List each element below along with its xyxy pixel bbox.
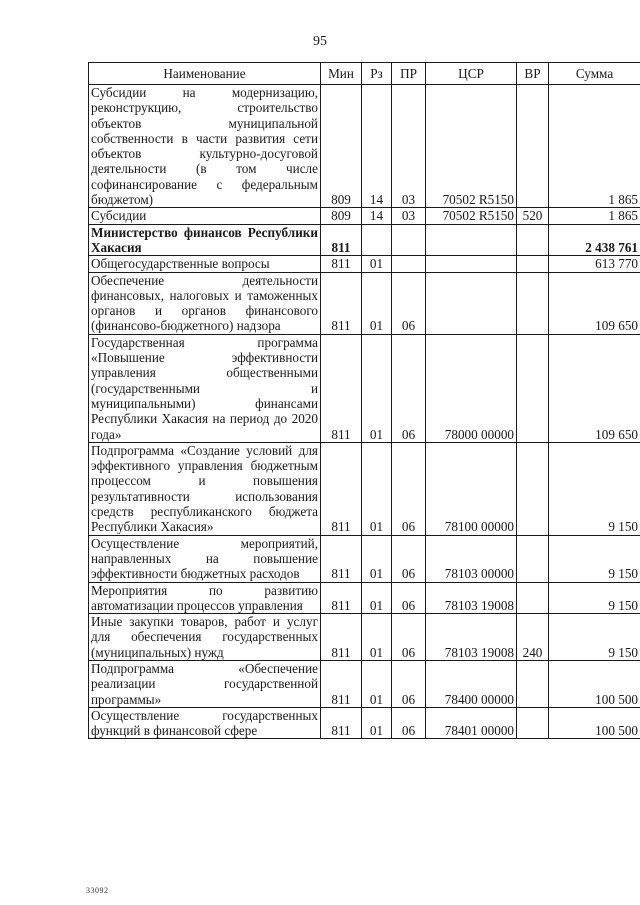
- cell-pr: 06: [392, 707, 426, 739]
- budget-table: [88, 62, 640, 739]
- cell-min: 809: [321, 85, 362, 208]
- cell-pr: 06: [392, 442, 426, 535]
- cell-min: 811: [321, 535, 362, 582]
- cell-pr: [392, 224, 426, 256]
- cell-rz: 01: [362, 660, 392, 707]
- cell-sum: 9 150: [549, 535, 640, 582]
- table-row: [89, 208, 640, 224]
- cell-sum: 100 500: [549, 660, 640, 707]
- cell-sum: 109 650: [549, 272, 640, 334]
- cell-rz: 01: [362, 614, 392, 661]
- cell-min: 811: [321, 442, 362, 535]
- cell-vr: [517, 442, 549, 535]
- cell-rz: 14: [362, 85, 392, 208]
- cell-sum: 100 500: [549, 707, 640, 739]
- cell-rz: 01: [362, 256, 392, 272]
- cell-name: Субсидии на модернизацию, реконструкцию, строительство объектов муниципальной собственности в части развития сети объектов культурно-досуговой деятельности (в том числе софинансирование с федеральным бюджетом): [89, 85, 321, 208]
- cell-vr: [517, 660, 549, 707]
- cell-vr: [517, 256, 549, 272]
- cell-sum: 1 865: [549, 85, 640, 208]
- cell-name: Государственная программа «Повышение эффективности управления общественными (государственными и муниципальными) финансами Республики Хакасия на период до 2020 года»: [89, 334, 321, 442]
- cell-rz: [362, 224, 392, 256]
- cell-pr: 06: [392, 334, 426, 442]
- cell-min: 811: [321, 256, 362, 272]
- cell-min: 811: [321, 224, 362, 256]
- cell-csr: 78103 19008: [426, 614, 517, 661]
- cell-min: 811: [321, 334, 362, 442]
- table-row: [89, 224, 640, 256]
- header-rz: Рз: [362, 63, 392, 85]
- header-vr: ВР: [517, 63, 549, 85]
- cell-pr: 06: [392, 272, 426, 334]
- header-csr: ЦСР: [426, 63, 517, 85]
- cell-sum: 109 650: [549, 334, 640, 442]
- cell-csr: 78000 00000: [426, 334, 517, 442]
- cell-rz: 01: [362, 582, 392, 614]
- header-name: Наименование: [89, 63, 321, 85]
- cell-sum: 9 150: [549, 442, 640, 535]
- cell-rz: 01: [362, 707, 392, 739]
- cell-csr: 78400 00000: [426, 660, 517, 707]
- cell-csr: [426, 256, 517, 272]
- cell-name: Подпрограмма «Создание условий для эффективного управления бюджетным процессом и повышения результативности использования средств республиканского бюджета Республики Хакасия»: [89, 442, 321, 535]
- table-row: [89, 442, 640, 535]
- cell-name: Иные закупки товаров, работ и услуг для обеспечения государственных (муниципальных) нужд: [89, 614, 321, 661]
- cell-csr: 70502 R5150: [426, 85, 517, 208]
- cell-min: 809: [321, 208, 362, 224]
- cell-vr: [517, 224, 549, 256]
- header-pr: ПР: [392, 63, 426, 85]
- cell-pr: 03: [392, 208, 426, 224]
- cell-csr: [426, 272, 517, 334]
- cell-csr: 78103 19008: [426, 582, 517, 614]
- cell-name: Общегосударственные вопросы: [89, 256, 321, 272]
- cell-min: 811: [321, 582, 362, 614]
- cell-csr: 78100 00000: [426, 442, 517, 535]
- cell-pr: 06: [392, 660, 426, 707]
- cell-name: Субсидии: [89, 208, 321, 224]
- cell-csr: 78401 00000: [426, 707, 517, 739]
- cell-csr: 70502 R5150: [426, 208, 517, 224]
- cell-vr: [517, 535, 549, 582]
- page-number: 95: [313, 34, 327, 49]
- cell-rz: 01: [362, 334, 392, 442]
- table-row: [89, 272, 640, 334]
- table-row: [89, 334, 640, 442]
- table-row: [89, 660, 640, 707]
- cell-sum: 9 150: [549, 614, 640, 661]
- cell-sum: 2 438 761: [549, 224, 640, 256]
- cell-pr: 06: [392, 582, 426, 614]
- cell-name: Министерство финансов Республики Хакасия: [89, 224, 321, 256]
- cell-rz: 01: [362, 272, 392, 334]
- cell-name: Обеспечение деятельности финансовых, налоговых и таможенных органов и органов финансового (финансово-бюджетного) надзора: [89, 272, 321, 334]
- cell-min: 811: [321, 272, 362, 334]
- cell-vr: [517, 272, 549, 334]
- table-row: [89, 256, 640, 272]
- cell-vr: 240: [517, 614, 549, 661]
- cell-name: Мероприятия по развитию автоматизации процессов управления: [89, 582, 321, 614]
- table-row: [89, 614, 640, 661]
- cell-rz: 01: [362, 535, 392, 582]
- cell-rz: 01: [362, 442, 392, 535]
- cell-vr: [517, 85, 549, 208]
- cell-name: Осуществление мероприятий, направленных на повышение эффективности бюджетных расходов: [89, 535, 321, 582]
- cell-sum: 9 150: [549, 582, 640, 614]
- cell-csr: [426, 224, 517, 256]
- cell-sum: 613 770: [549, 256, 640, 272]
- table-row: [89, 707, 640, 739]
- cell-rz: 14: [362, 208, 392, 224]
- cell-vr: 520: [517, 208, 549, 224]
- cell-vr: [517, 707, 549, 739]
- cell-sum: 1 865: [549, 208, 640, 224]
- table-header-row: [89, 63, 640, 85]
- table-row: [89, 582, 640, 614]
- cell-vr: [517, 334, 549, 442]
- table-row: [89, 85, 640, 208]
- cell-min: 811: [321, 660, 362, 707]
- cell-pr: 06: [392, 535, 426, 582]
- cell-name: Осуществление государственных функций в финансовой сфере: [89, 707, 321, 739]
- cell-min: 811: [321, 614, 362, 661]
- header-sum: Сумма: [549, 63, 640, 85]
- cell-min: 811: [321, 707, 362, 739]
- footer-code: 33092: [86, 886, 109, 895]
- header-min: Мин: [321, 63, 362, 85]
- cell-csr: 78103 00000: [426, 535, 517, 582]
- cell-vr: [517, 582, 549, 614]
- cell-pr: 06: [392, 614, 426, 661]
- cell-name: Подпрограмма «Обеспечение реализации государственной программы»: [89, 660, 321, 707]
- cell-pr: 03: [392, 85, 426, 208]
- table-row: [89, 535, 640, 582]
- cell-pr: [392, 256, 426, 272]
